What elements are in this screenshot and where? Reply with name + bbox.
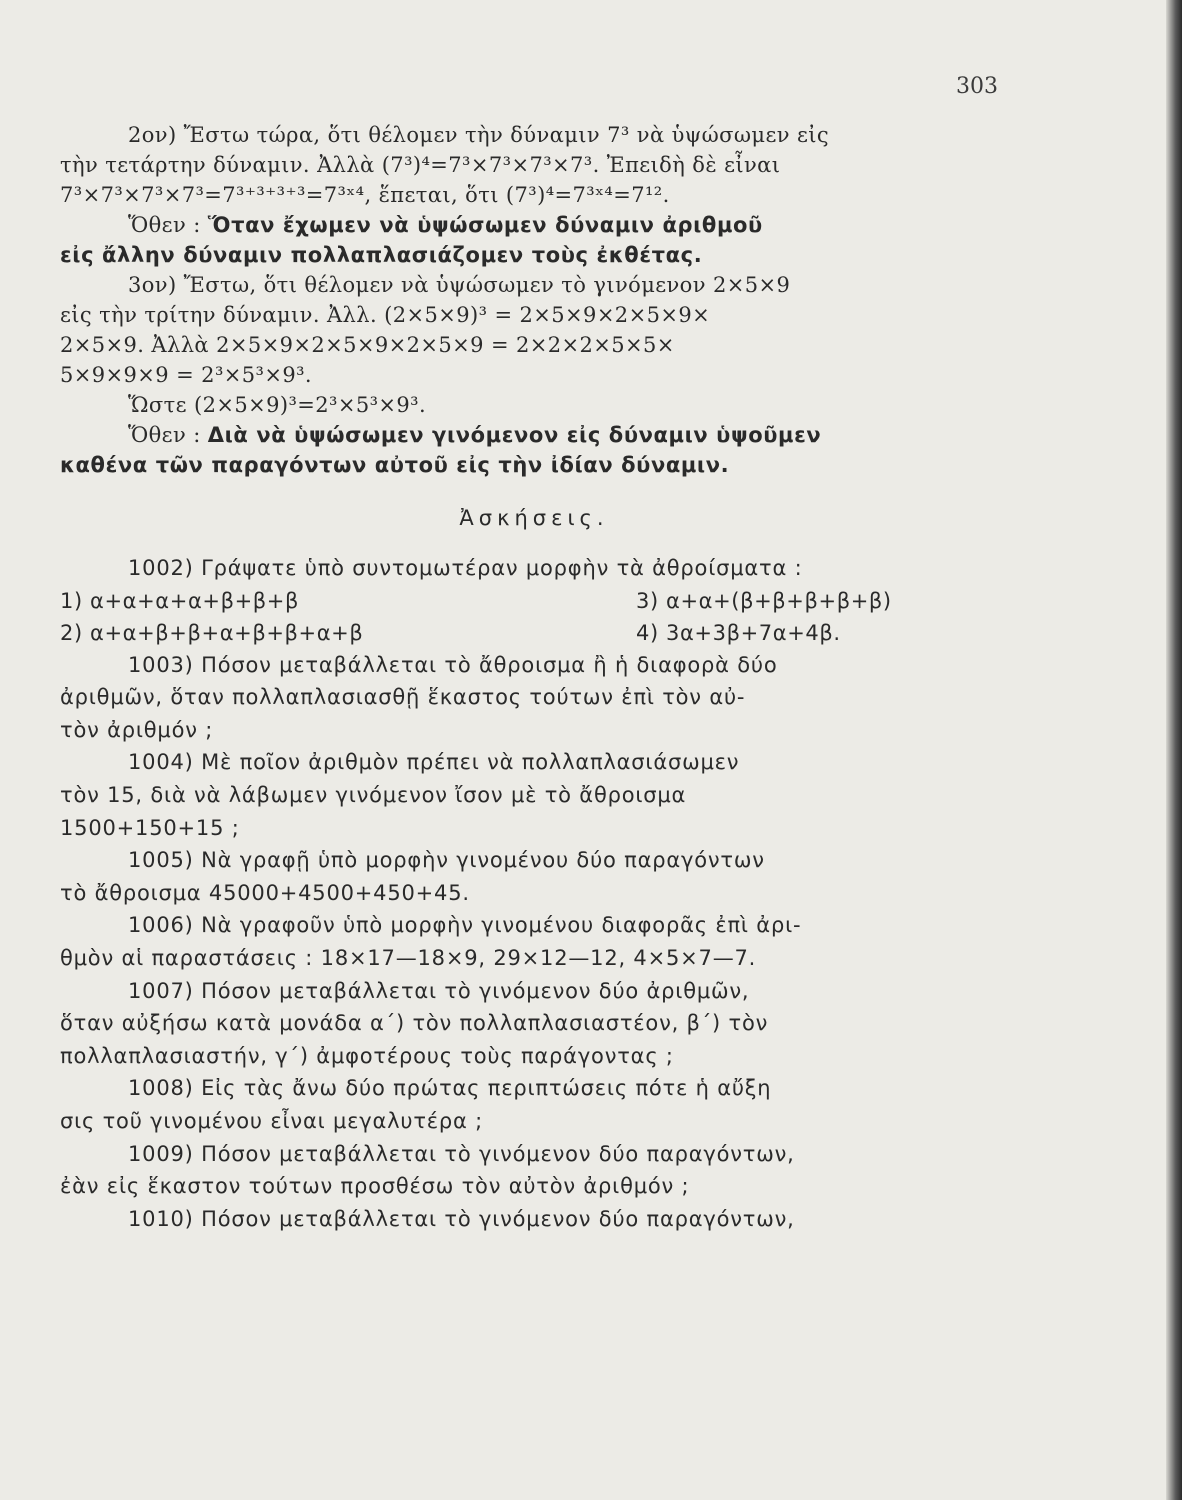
paragraph-line: τὴν τετάρτην δύναμιν. Ἀλλὰ (7³)⁴=7³×7³×7³×7³. Ἐπειδὴ δὲ εἶναι — [60, 153, 781, 177]
exercise-list — [60, 649, 1008, 1236]
paragraph-line: Ὥστε (2×5×9)³=2³×5³×9³. — [128, 393, 427, 417]
paragraph-line: 3ον) Ἔστω, ὅτι θέλομεν νὰ ὑψώσωμεν τὸ γινόμενον 2×5×9 — [128, 273, 791, 297]
paragraph-line: 7³×7³×7³×7³=7³⁺³⁺³⁺³=7³ˣ⁴, ἕπεται, ὅτι (7³)⁴=7³ˣ⁴=7¹². — [60, 183, 670, 207]
exercise-line: 1009) Πόσον μεταβάλλεται τὸ γινόμενον δύο παραγόντων, — [128, 1141, 795, 1166]
rule-statement-2-cont: καθένα τῶν παραγόντων αὐτοῦ εἰς τὴν ἰδίαν δύναμιν. — [60, 453, 730, 477]
sum-item: 4) 3α+3β+7α+4β. — [636, 620, 841, 645]
rule-statement-2: Ὅθεν : Διὰ νὰ ὑψώσωμεν γινόμενον εἰς δύναμιν ὑψοῦμεν — [128, 423, 822, 447]
exercise-line: 1007) Πόσον μεταβάλλεται τὸ γινόμενον δύο ἀριθμῶν, — [128, 978, 750, 1003]
exercise-line: ἐὰν εἰς ἕκαστον τούτων προσθέσω τὸν αὐτὸν ἀριθμόν ; — [60, 1174, 690, 1199]
exercise-1002: 1002) Γράψατε ὑπὸ συντομωτέραν μορφὴν τὰ ἀθροίσματα : — [128, 556, 803, 580]
page-number: 303 — [956, 74, 998, 99]
exercise-line: ὅταν αὐξήσω κατὰ μονάδα α΄) τὸν πολλαπλασιαστέον, β΄) τὸν — [60, 1011, 769, 1036]
paragraph-line: 2ον) Ἔστω τώρα, ὅτι θέλομεν τὴν δύναμιν 7³ νὰ ὑψώσωμεν εἰς — [128, 123, 830, 147]
paragraph-line: 2×5×9. Ἀλλὰ 2×5×9×2×5×9×2×5×9 = 2×2×2×5×5× — [60, 333, 675, 357]
page-body — [60, 120, 1008, 1235]
exercise-line: 1006) Νὰ γραφοῦν ὑπὸ μορφὴν γινομένου διαφορᾶς ἐπὶ ἀρι- — [128, 913, 802, 938]
rule-statement-1-cont: εἰς ἄλλην δύναμιν πολλαπλασιάζομεν τοὺς ἐκθέτας. — [60, 243, 703, 267]
exercise-line: 1500+150+15 ; — [60, 815, 240, 840]
exercise-line: τὸ ἄθροισμα 45000+4500+450+45. — [60, 880, 470, 905]
sums-grid — [60, 585, 1008, 649]
page-edge-shadow — [1166, 0, 1182, 1500]
paragraph-line: 5×9×9×9 = 2³×5³×9³. — [60, 363, 312, 387]
rule-statement-1: Ὅθεν : Ὅταν ἔχωμεν νὰ ὑψώσωμεν δύναμιν ἀριθμοῦ — [128, 213, 763, 237]
section-heading: Ἀσκήσεις. — [459, 506, 609, 530]
exercise-line: 1008) Εἰς τὰς ἄνω δύο πρώτας περιπτώσεις πότε ἡ αὔξη — [128, 1076, 772, 1101]
sum-item: 3) α+α+(β+β+β+β+β) — [636, 588, 892, 613]
paragraph-line: εἰς τὴν τρίτην δύναμιν. Ἀλλ. (2×5×9)³ = 2×5×9×2×5×9× — [60, 303, 711, 327]
exercise-line: 1004) Μὲ ποῖον ἀριθμὸν πρέπει νὰ πολλαπλασιάσωμεν — [128, 750, 740, 775]
exercise-line: 1005) Νὰ γραφῇ ὑπὸ μορφὴν γινομένου δύο παραγόντων — [128, 848, 765, 873]
sum-item: 1) α+α+α+α+β+β+β — [60, 588, 299, 613]
sum-item: 2) α+α+β+β+α+β+β+α+β — [60, 620, 364, 645]
exercise-line: ἀριθμῶν, ὅταν πολλαπλασιασθῇ ἕκαστος τούτων ἐπὶ τὸν αὐ- — [60, 685, 746, 710]
exercise-line: θμὸν αἱ παραστάσεις : 18×17—18×9, 29×12—12, 4×5×7—7. — [60, 945, 757, 970]
exercise-line: τὸν ἀριθμόν ; — [60, 717, 214, 742]
exercise-line: σις τοῦ γινομένου εἶναι μεγαλυτέρα ; — [60, 1108, 484, 1133]
exercise-line: 1003) Πόσον μεταβάλλεται τὸ ἄθροισμα ἢ ἡ διαφορὰ δύο — [128, 652, 778, 677]
exercise-line: 1010) Πόσον μεταβάλλεται τὸ γινόμενον δύο παραγόντων, — [128, 1206, 795, 1231]
exercise-line: τὸν 15, διὰ νὰ λάβωμεν γινόμενον ἴσον μὲ τὸ ἄθροισμα — [60, 782, 687, 807]
exercise-line: πολλαπλασιαστήν, γ΄) ἀμφοτέρους τοὺς παράγοντας ; — [60, 1043, 674, 1068]
